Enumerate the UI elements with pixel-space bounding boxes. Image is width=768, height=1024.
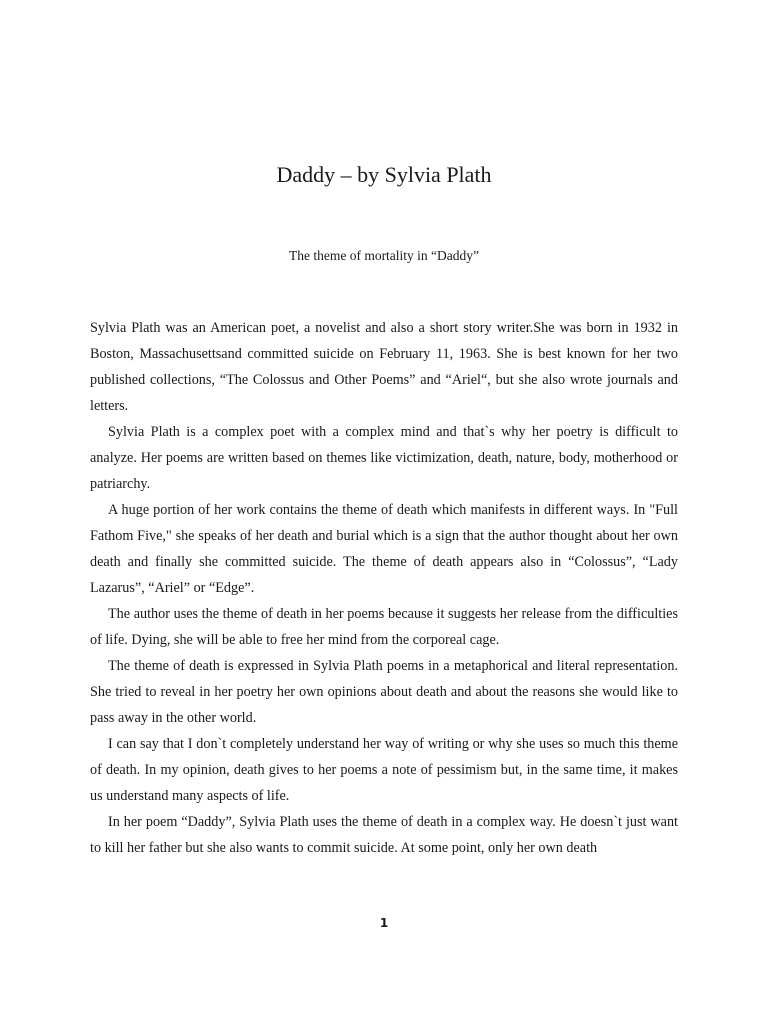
document-title: Daddy – by Sylvia Plath bbox=[276, 162, 492, 187]
paragraph-3: A huge portion of her work contains the theme of death which manifests in different ways. In "Full Fathom Five," she speaks of her death and burial which is a sign that the author thought about her own death and finally she committed suicide. The theme of death appears also in “Colossus”, “Lady Lazarus”, “Ariel” or “Edge”. bbox=[90, 502, 678, 596]
paragraph-2: Sylvia Plath is a complex poet with a complex mind and that`s why her poetry is difficult to analyze. Her poems are written based on themes like victimization, death, nature, body, motherhood or patriarchy. bbox=[90, 424, 678, 492]
document-body bbox=[90, 315, 678, 861]
paragraph-4: The author uses the theme of death in her poems because it suggests her release from the difficulties of life. Dying, she will be able to free her mind from the corporeal cage. bbox=[90, 606, 678, 648]
paragraph-1: Sylvia Plath was an American poet, a novelist and also a short story writer.She was born in 1932 in Boston, Massachusettsand committed suicide on February 11, 1963. She is best known for her two published collections, “The Colossus and Other Poems” and “Ariel“, but she also wrote journals and letters. bbox=[90, 320, 678, 414]
page-number: 1 bbox=[379, 916, 389, 930]
paragraph-6: I can say that I don`t completely understand her way of writing or why she uses so much this theme of death. In my opinion, death gives to her poems a note of pessimism but, in the same time, it makes us understand many aspects of life. bbox=[90, 736, 678, 804]
paragraph-5: The theme of death is expressed in Sylvia Plath poems in a metaphorical and literal representation. She tried to reveal in her poetry her own opinions about death and about the reasons she would like to pass away in the other world. bbox=[90, 658, 678, 726]
paragraph-7: In her poem “Daddy”, Sylvia Plath uses the theme of death in a complex way. He doesn`t just want to kill her father but she also wants to commit suicide. At some point, only her own death bbox=[90, 814, 678, 856]
document-subtitle: The theme of mortality in “Daddy” bbox=[288, 248, 480, 263]
